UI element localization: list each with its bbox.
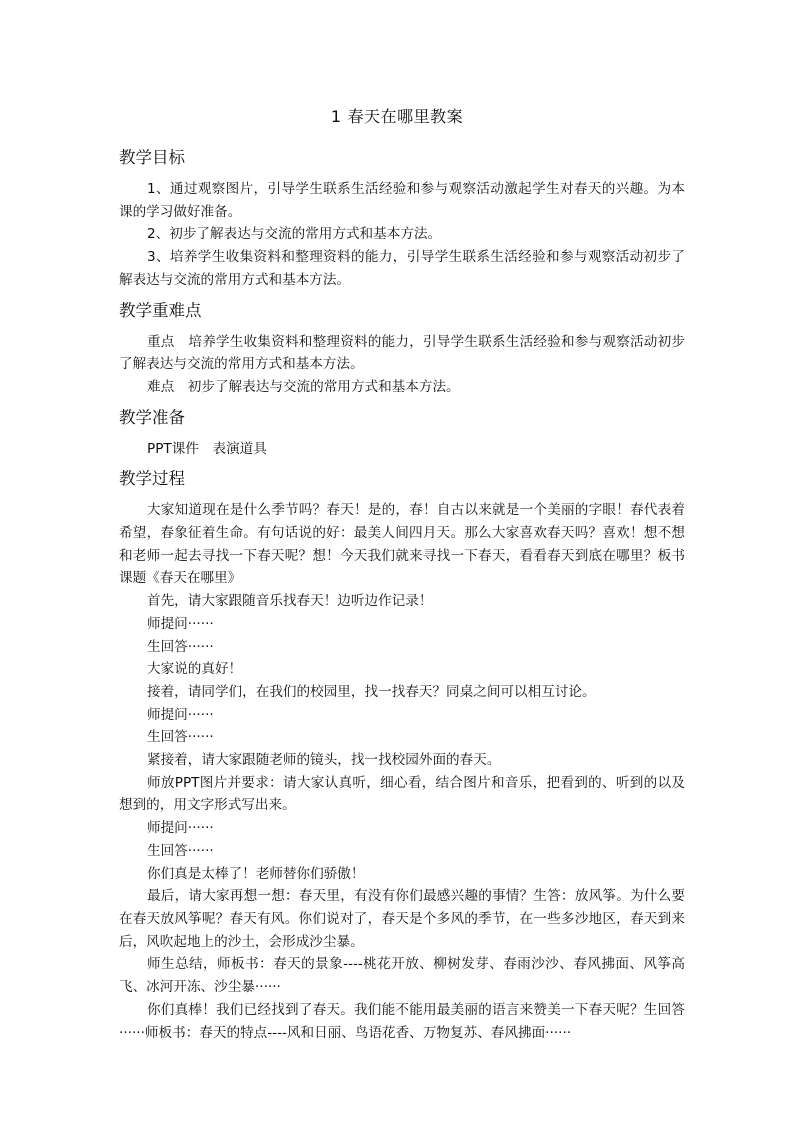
paragraph: PPT课件 表演道具 <box>147 440 267 457</box>
paragraph: 紧接着，请大家跟随老师的镜头，找一找校园外面的春天。 <box>147 752 501 769</box>
section-heading-preparation: 教学准备 <box>119 407 185 427</box>
paragraph: 大家说的真好！ <box>147 661 243 678</box>
title-text: 春天在哪里教案 <box>347 107 464 126</box>
paragraph: 难点 初步了解表达与交流的常用方式和基本方法。 <box>147 378 460 395</box>
paragraph: 3、培养学生收集资料和整理资料的能力，引导学生联系生活经验和参与观察活动初步了解表达与交流的常用方式和基本方法。 <box>119 249 685 288</box>
section-heading-process: 教学过程 <box>119 469 185 489</box>
paragraph: 最后，请大家再想一想：春天里，有没有你们最感兴趣的事情？生答：放风筝。为什么要在春天放风筝呢？春天有风。你们说对了，春天是个多风的季节，在一些多沙地区，春天到来后，风吹起地上的沙土，会形成沙尘暴。 <box>119 888 685 950</box>
document-title <box>0 106 794 128</box>
paragraph: 生回答······ <box>147 842 214 859</box>
paragraph: 师提问······ <box>147 615 214 632</box>
paragraph: 2、初步了解表达与交流的常用方式和基本方法。 <box>147 226 442 243</box>
paragraph: 你们真棒！我们已经找到了春天。我们能不能用最美丽的语言来赞美一下春天呢？生回答······师板书：春天的特点----风和日丽、鸟语花香、万物复苏、春风拂面······ <box>119 1001 685 1041</box>
paragraph: 重点 培养学生收集资料和整理资料的能力，引导学生联系生活经验和参与观察活动初步了解表达与交流的常用方式和基本方法。 <box>119 333 685 373</box>
paragraph: 1、通过观察图片，引导学生联系生活经验和参与观察活动激起学生对春天的兴趣。为本课的学习做好准备。 <box>119 181 685 220</box>
paragraph: 生回答······ <box>147 729 214 746</box>
paragraph: 首先，请大家跟随音乐找春天！边听边作记录！ <box>147 593 433 610</box>
paragraph: 大家知道现在是什么季节吗？春天！是的，春！自古以来就是一个美丽的字眼！春代表着希望，春象征着生命。有句话说的好：最美人间四月天。那么大家喜欢春天吗？喜欢！想不想和老师一起去寻找一下春天呢？想！今天我们就来寻找一下春天，看看春天到底在哪里？板书课题《春天在哪里》 <box>119 502 685 587</box>
paragraph: 师生总结，师板书：春天的景象----桃花开放、柳树发芽、春雨沙沙、春风拂面、风筝高飞、冰河开冻、沙尘暴······ <box>119 956 685 996</box>
paragraph: 师提问······ <box>147 820 214 837</box>
paragraph: 接着，请同学们，在我们的校园里，找一找春天？同桌之间可以相互讨论。 <box>147 683 596 700</box>
paragraph: 师提问······ <box>147 706 214 723</box>
paragraph: 你们真是太棒了！老师替你们骄傲！ <box>147 865 365 882</box>
paragraph: 师放PPT图片并要求：请大家认真听，细心看，结合图片和音乐，把看到的、听到的以及想到的，用文字形式写出来。 <box>119 774 685 814</box>
section-heading-objectives: 教学目标 <box>119 148 185 167</box>
title-number: 1 <box>330 107 342 126</box>
section-heading-key-points: 教学重难点 <box>119 300 202 320</box>
paragraph: 生回答······ <box>147 638 214 655</box>
document-body <box>119 147 685 1044</box>
